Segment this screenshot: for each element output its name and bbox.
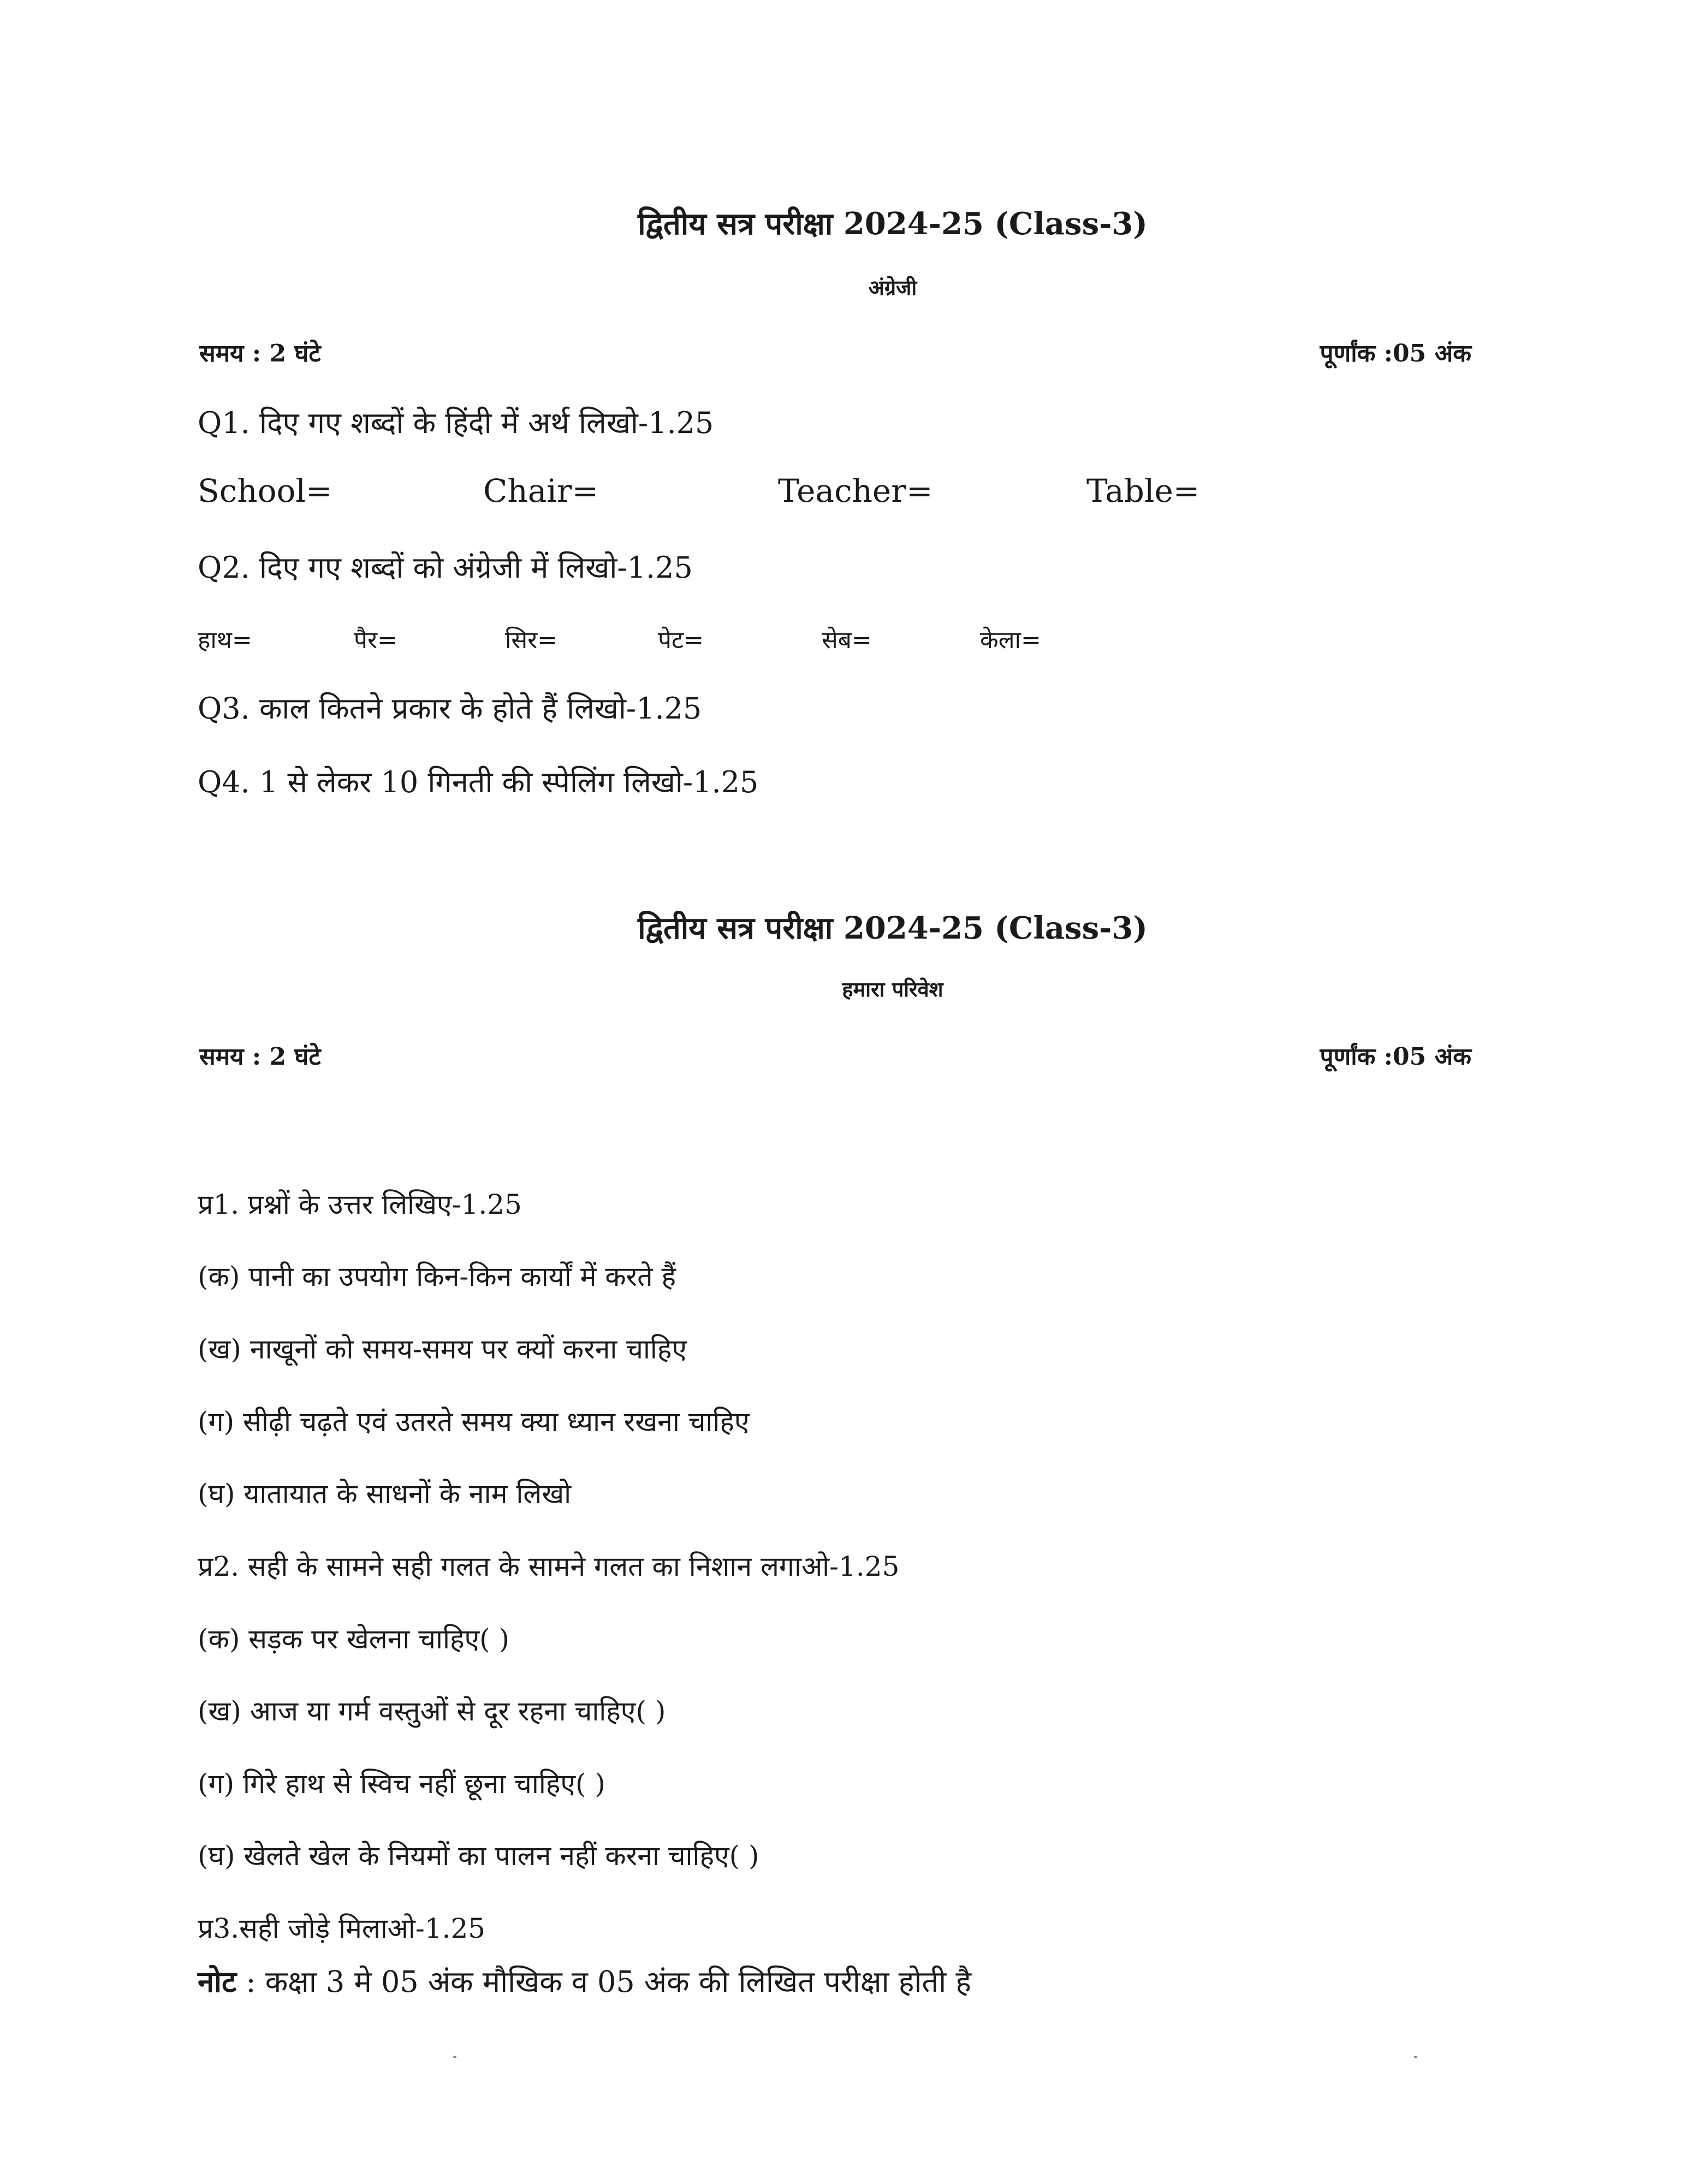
question-p2: प्र2. सही के सामने सही गलत के सामने गलत का निशान लगाओ-1.25 <box>198 1551 900 1582</box>
question-p3: प्र3.सही जोड़े मिलाओ-1.25 <box>198 1913 486 1944</box>
exam-title-environment: द्वितीय सत्र परीक्षा 2024-25 (Class-3) <box>638 910 1148 946</box>
p1-item: (ख) नाखूनों को समय-समय पर क्यों करना चाहिए <box>198 1333 687 1365</box>
q1-word: Teacher= <box>778 472 933 509</box>
subject-environment: हमारा परिवेश <box>842 977 943 1001</box>
speck <box>1414 2056 1417 2058</box>
q1-word: Table= <box>1086 472 1200 509</box>
question-1: Q1. दिए गए शब्दों के हिंदी में अर्थ लिखो-1.25 <box>198 406 714 440</box>
q2-word: हाथ= <box>198 626 252 654</box>
question-2: Q2. दिए गए शब्दों को अंग्रेजी में लिखो-1.25 <box>198 550 693 585</box>
exam-title-english: द्वितीय सत्र परीक्षा 2024-25 (Class-3) <box>638 206 1148 242</box>
note-label: नोट <box>198 1964 237 1999</box>
q2-word: पैर= <box>354 626 397 654</box>
p2-item: (घ) खेलते खेल के नियमों का पालन नहीं करना चाहिए( ) <box>198 1840 759 1872</box>
question-3: Q3. काल कितने प्रकार के होते हैं लिखो-1.25 <box>198 691 702 726</box>
note <box>198 1960 971 2001</box>
q2-word: पेट= <box>658 626 704 654</box>
p2-item: (क) सड़क पर खेलना चाहिए( ) <box>198 1623 510 1655</box>
q2-word: केला= <box>980 626 1041 654</box>
question-4: Q4. 1 से लेकर 10 गिनती की स्पेलिंग लिखो-1.25 <box>198 765 759 799</box>
p2-item: (ख) आज या गर्म वस्तुओं से दूर रहना चाहिए( ) <box>198 1695 666 1727</box>
time-label: समय : 2 घंटे <box>199 1043 321 1071</box>
q2-word: सिर= <box>505 626 558 654</box>
q2-word: सेब= <box>822 626 872 654</box>
question-p1: प्र1. प्रश्नों के उत्तर लिखिए-1.25 <box>198 1189 522 1220</box>
note-text: : कक्षा 3 मे 05 अंक मौखिक व 05 अंक की लिखित परीक्षा होती है <box>236 1965 972 1999</box>
q1-word: School= <box>198 472 332 509</box>
subject-english: अंग्रेजी <box>868 275 917 300</box>
p1-item: (ग) सीढ़ी चढ़ते एवं उतरते समय क्या ध्यान रखना चाहिए <box>198 1406 750 1438</box>
p1-item: (क) पानी का उपयोग किन-किन कार्यों में करते हैं <box>198 1261 676 1292</box>
total-marks-label: पूर्णांक :05 अंक <box>1320 1043 1471 1071</box>
time-label: समय : 2 घंटे <box>199 340 321 367</box>
p1-item: (घ) यातायात के साधनों के नाम लिखो <box>198 1478 572 1510</box>
p2-item: (ग) गिरे हाथ से स्विच नहीं छूना चाहिए( ) <box>198 1768 605 1800</box>
q1-word: Chair= <box>483 472 599 509</box>
speck <box>453 2056 456 2058</box>
total-marks-label: पूर्णांक :05 अंक <box>1320 340 1471 367</box>
